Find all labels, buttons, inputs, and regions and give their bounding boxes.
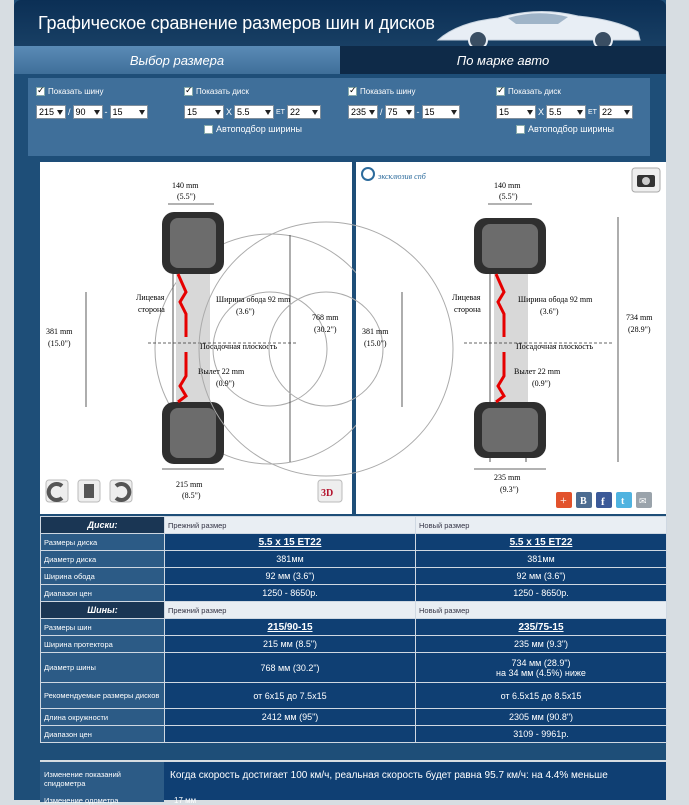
new-tire-link[interactable]: 235/75-15 [416,619,667,636]
mount-plane-label: Посадочная плоскость [516,342,593,351]
wheel-et-select[interactable]: 22 [287,105,321,119]
offset-inch: (0.9") [532,379,551,388]
app-window [14,0,666,805]
tire-profile-select[interactable]: 75 [385,105,415,119]
table-row [41,726,667,743]
separator: X [538,107,545,117]
table-row [41,534,667,551]
prev-value: 92 мм (3.6") [165,568,416,585]
table-row [41,619,667,636]
page-title: Графическое сравнение размеров шин и дисков [38,13,435,33]
car-silhouette-icon [428,2,648,46]
row-label: Размеры шин [41,619,165,636]
prev-size-header: Прежний размер [165,517,416,534]
rim-diameter-inch: (15.0") [364,339,387,348]
prev-value [165,726,416,743]
twitter-share-label: t [621,496,625,507]
rim-width-top-inch: (5.5") [177,192,196,201]
et-label: ET [588,108,597,116]
vk-share-label: B [580,496,587,507]
rim-width-label: Ширина обода 92 mm [518,295,593,304]
prev-disk-link[interactable]: 5.5 x 15 ET22 [165,534,416,551]
face-side-label-2: сторона [454,305,481,314]
prev-value: от 6x15 до 7.5x15 [165,683,416,709]
separator: X [226,107,233,117]
row-label: Диаметр шины [41,653,165,683]
offset-label: Вылет 22 mm [514,367,561,376]
size-selectors [28,78,650,156]
rim-width-top-inch: (5.5") [499,192,518,201]
wheel-diameter-select[interactable]: 15 [184,105,224,119]
rim-diameter-label: 381 mm [46,327,73,336]
table-row [41,551,667,568]
face-side-label: Лицевая [452,293,481,302]
header [14,0,666,46]
row-label: Ширина протектора [41,636,165,653]
rim-width-inch: (3.6") [540,307,559,316]
show-tire-toggle[interactable] [348,84,416,98]
odometer-value: 17 мм [174,796,197,805]
table-row [41,568,667,585]
tire-width-select[interactable]: 215 [36,105,66,119]
checkbox-label: Показать диск [508,86,561,96]
rim-width-top-label: 140 mm [494,181,521,190]
checkbox[interactable] [496,87,505,96]
checkbox[interactable] [348,87,357,96]
face-side-label-2: сторона [138,305,165,314]
checkbox[interactable] [184,87,193,96]
new-value: 92 мм (3.6") [416,568,667,585]
table-row [41,683,667,709]
table-row [41,653,667,683]
tire-profile-select[interactable]: 90 [73,105,103,119]
row-label: Диапазон цен [41,585,165,602]
checkbox[interactable] [36,87,45,96]
wheel-width-select[interactable]: 5.5 [546,105,586,119]
odometer-label: Изменение одометра [44,796,119,805]
checkbox-label: Автоподбор ширины [528,124,614,134]
separator: / [380,107,383,117]
show-tire-toggle[interactable] [36,84,104,98]
separator: - [104,107,108,117]
speedometer-label: Изменение показаний спидометра [40,762,164,802]
prev-value: 215 мм (8.5") [165,636,416,653]
checkbox-label: Автоподбор ширины [216,124,302,134]
offset-label: Вылет 22 mm [198,367,245,376]
tire-diagram [40,162,352,514]
prev-value: 381мм [165,551,416,568]
tire-rim-select[interactable]: 15 [422,105,460,119]
table-row [41,585,667,602]
prev-value: 1250 - 8650р. [165,585,416,602]
row-label: Длина окружности [41,709,165,726]
new-value: 734 мм (28.9") [511,657,571,668]
wheel-et-select[interactable]: 22 [599,105,633,119]
email-share-label: ✉ [639,496,647,506]
rim-width-label: Ширина обода 92 mm [216,295,291,304]
prev-size-diagram [40,162,352,514]
et-label: ET [276,108,285,116]
rim-diameter-inch: (15.0") [48,339,71,348]
row-label: Размеры диска [41,534,165,551]
checkbox-label: Показать шину [48,86,104,96]
outer-diameter-inch: (28.9") [628,325,651,334]
separator: / [68,107,71,117]
new-value: 1250 - 8650р. [416,585,667,602]
new-value-diff: на 34 мм (4.5%) ниже [496,667,586,678]
tab-bar [14,46,666,74]
row-label: Диапазон цен [41,726,165,743]
row-label: Рекомендуемые размеры дисков [41,683,165,709]
tire-width-inch: (8.5") [182,491,201,500]
brand-logo-icon [362,168,374,180]
table-row [41,709,667,726]
new-value: 381мм [416,551,667,568]
speedometer-info [40,760,666,805]
new-size-header: Новый размер [416,517,667,534]
new-value: 235 мм (9.3") [416,636,667,653]
tab-size-select[interactable]: Выбор размера [14,46,340,74]
checkbox[interactable] [516,125,525,134]
new-disk-link[interactable]: 5.5 x 15 ET22 [416,534,667,551]
rim-width-inch: (3.6") [236,307,255,316]
show-wheel-toggle[interactable] [496,84,561,98]
new-value-cell [416,653,667,683]
tire-width-inch: (9.3") [500,485,519,494]
tire-width-select[interactable]: 235 [348,105,378,119]
row-label: Диаметр диска [41,551,165,568]
prev-value: 2412 мм (95") [165,709,416,726]
checkbox-label: Показать диск [196,86,249,96]
tire-diagram [356,162,666,514]
wheel-width-select[interactable]: 5.5 [234,105,274,119]
tire-width-label: 215 mm [176,480,203,489]
auto-width-toggle[interactable] [516,124,614,134]
new-value: 2305 мм (90.8") [416,709,667,726]
rotate-view-buttons [46,480,132,502]
show-wheel-toggle[interactable] [184,84,249,98]
face-side-label: Лицевая [136,293,165,302]
new-value: от 6.5x15 до 8.5x15 [416,683,667,709]
mount-plane-label: Посадочная плоскость [200,342,277,351]
speedometer-text: Когда скорость достигает 100 км/ч, реальная скорость будет равна 95.7 км/ч: на 4.4% меньше [170,770,608,781]
rim-width-top-label: 140 mm [172,181,199,190]
3d-button-label: 3D [321,488,334,499]
outer-diameter-label: 734 mm [626,313,653,322]
prev-size-selector [34,82,342,154]
row-label: Ширина обода [41,568,165,585]
new-size-diagram [356,162,666,514]
brand-logo: эксклюзив спб [378,172,426,181]
tire-width-label: 235 mm [494,473,521,482]
comparison-table [40,516,666,743]
new-size-selector [346,82,654,154]
facebook-share-label: f [601,496,605,508]
checkbox-label: Показать шину [360,86,416,96]
offset-inch: (0.9") [216,379,235,388]
tires-section-title: Шины: [41,602,165,619]
prev-tire-link[interactable]: 215/90-15 [165,619,416,636]
separator: - [416,107,420,117]
outer-diameter-label: 768 mm [312,313,339,322]
auto-width-toggle[interactable] [204,124,302,134]
share-add-label: + [560,493,567,507]
checkbox[interactable] [204,125,213,134]
prev-size-header: Прежний размер [165,602,416,619]
disks-section-title: Диски: [41,517,165,534]
new-size-header: Новый размер [416,602,667,619]
table-row [41,636,667,653]
rim-diameter-label: 381 mm [362,327,389,336]
outer-diameter-inch: (30.2") [314,325,337,334]
share-buttons [556,492,652,508]
tab-by-car[interactable]: По марке авто [340,46,666,74]
tire-rim-select[interactable]: 15 [110,105,148,119]
new-value: 3109 - 9961р. [416,726,667,743]
wheel-diameter-select[interactable]: 15 [496,105,536,119]
prev-value: 768 мм (30.2") [165,653,416,683]
